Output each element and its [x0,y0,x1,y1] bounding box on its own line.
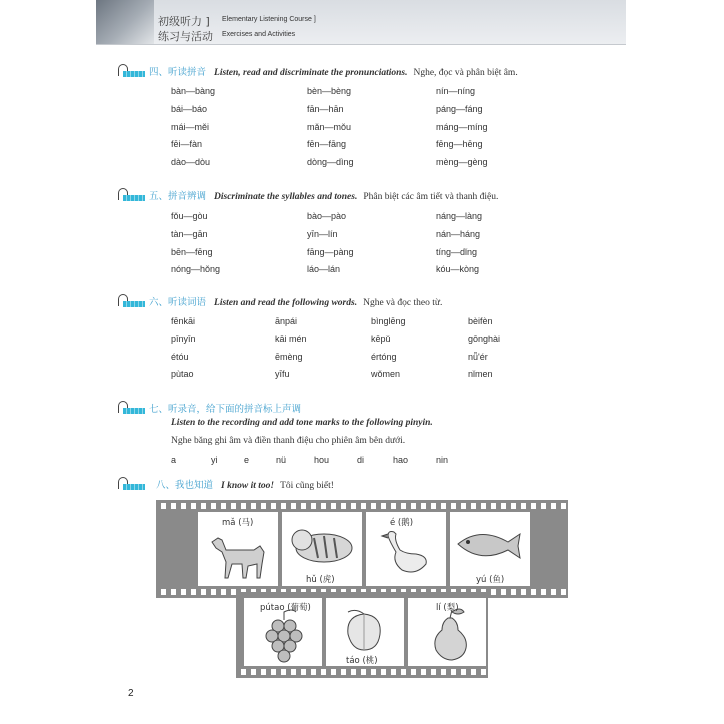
section-7-title [149,401,309,415]
section-8-title [156,477,334,491]
tone-blank-item: e [244,455,250,465]
pinyin-item: máng—míng [436,121,488,132]
header-decoration [96,0,154,44]
pinyin-item: fēn—fāng [307,139,347,150]
pinyin-item: gōnghài [468,333,501,344]
section-6-vi: Nghe và đọc theo từ. [363,298,443,308]
pinyin-item: fēi—fàn [171,139,203,150]
pinyin-item: fēnkāi [171,316,196,326]
tone-blank-item: a [171,455,177,465]
pinyin-item: nóng—hǒng [171,264,221,275]
pinyin-item: értóng [371,351,397,362]
headphone-icon [118,477,146,491]
section-5-vi: Phân biệt các âm tiết và thanh điệu. [363,192,499,202]
label-yu: yú (鱼) [476,575,505,585]
pinyin-item: yīfu [275,369,290,380]
pinyin-item: bàn—bàng [171,86,216,96]
headphone-icon [118,188,146,202]
tone-blank-item: hao [393,455,409,465]
pinyin-item: bèn—bèng [307,86,352,96]
section-5-cn: 五、拼音辨调 [149,191,207,202]
tone-blank-item: nin [436,455,449,465]
label-tao: táo (桃) [346,656,378,666]
pinyin-item: nán—háng [436,228,481,239]
page-number: 2 [128,688,134,699]
pinyin-item: fāng—pàng [307,246,354,257]
pinyin-item: ēmèng [275,351,303,362]
pinyin-item: ānpái [275,316,298,326]
pinyin-item: pùtao [171,369,194,380]
pinyin-item: bái—báo [171,103,208,114]
header-section-cn: 练习与活动 [158,30,213,43]
pinyin-item: kóu—kòng [436,264,480,275]
header-course-cn: 初级听力 ] [158,15,210,28]
pinyin-item: mái—měi [171,121,210,132]
section-4-vi: Nghe, đọc và phân biệt âm. [413,68,518,78]
section-8-en: I know it too! [221,481,275,491]
section-4-en: Listen, read and discriminate the pronunciations. [214,68,408,78]
pinyin-item: dòng—dìng [307,157,354,168]
tone-blank-item: yi [211,455,218,465]
section-7-vi: Nghe băng ghi âm và điền thanh điệu cho phiên âm bên dưới. [171,436,406,446]
pinyin-item: yīn—lín [307,228,338,239]
section-5-title [149,188,498,202]
label-e: é (鹅) [390,518,414,528]
pinyin-item: bèifèn [468,316,493,326]
pinyin-item: páng—fáng [436,103,483,114]
pinyin-item: tàn—gān [171,228,208,239]
pinyin-item: kēpǔ [371,333,391,344]
pinyin-item: fǒu—gòu [171,211,208,221]
label-putao: pútao (葡萄) [260,603,311,613]
pinyin-item: nǚ'ér [468,351,488,362]
headphone-icon [118,401,146,415]
section-8-cn: 八、我也知道 [156,480,214,491]
pinyin-item: fēng—hēng [436,139,483,150]
section-4-title [149,64,518,78]
headphone-icon [118,294,146,308]
pinyin-item: mèng—gèng [436,157,488,168]
pinyin-item: nín—níng [436,86,476,96]
section-6-en: Listen and read the following words. [214,298,358,308]
section-5-en: Discriminate the syllables and tones. [214,192,358,202]
tone-blank-item: nü [276,455,287,465]
pinyin-item: mǎn—mǒu [307,121,352,132]
section-6-cn: 六、听读词语 [149,297,207,308]
pinyin-item: tíng—dǐng [436,246,478,257]
headphone-icon [118,64,146,78]
pinyin-item: nǐmen [468,369,493,380]
pinyin-item: dào—dòu [171,157,211,168]
label-ma: mǎ (马) [222,518,254,528]
pinyin-item: pīnyīn [171,333,196,344]
section-6-title [149,294,442,308]
section-7-en: Listen to the recording and add tone marks to the following pinyin. [171,418,433,428]
section-7-cn: 七、听录音，给下面的拼音标上声调 [149,404,302,415]
header-course-en: Elementary Listening Course ] [222,16,316,23]
pinyin-item: étóu [171,351,189,362]
pinyin-item: láo—lán [307,264,341,275]
pinyin-item: fān—hān [307,103,344,114]
pinyin-item: bìnglēng [371,316,406,326]
tone-blank-item: di [357,455,365,465]
label-li: lí (梨) [436,603,459,613]
pinyin-item: náng—làng [436,211,483,221]
pinyin-item: wǒmen [371,369,401,380]
section-4-cn: 四、听读拼音 [149,67,207,78]
pinyin-item: bào—pào [307,211,347,221]
pinyin-item: bēn—fēng [171,246,213,257]
section-8-vi: Tôi cũng biết! [280,481,334,491]
pinyin-item: kāi mén [275,333,307,344]
header-section-en: Exercises and Activities [222,31,296,38]
tone-blank-item: hou [314,455,330,465]
label-hu: hǔ (虎) [306,575,335,585]
